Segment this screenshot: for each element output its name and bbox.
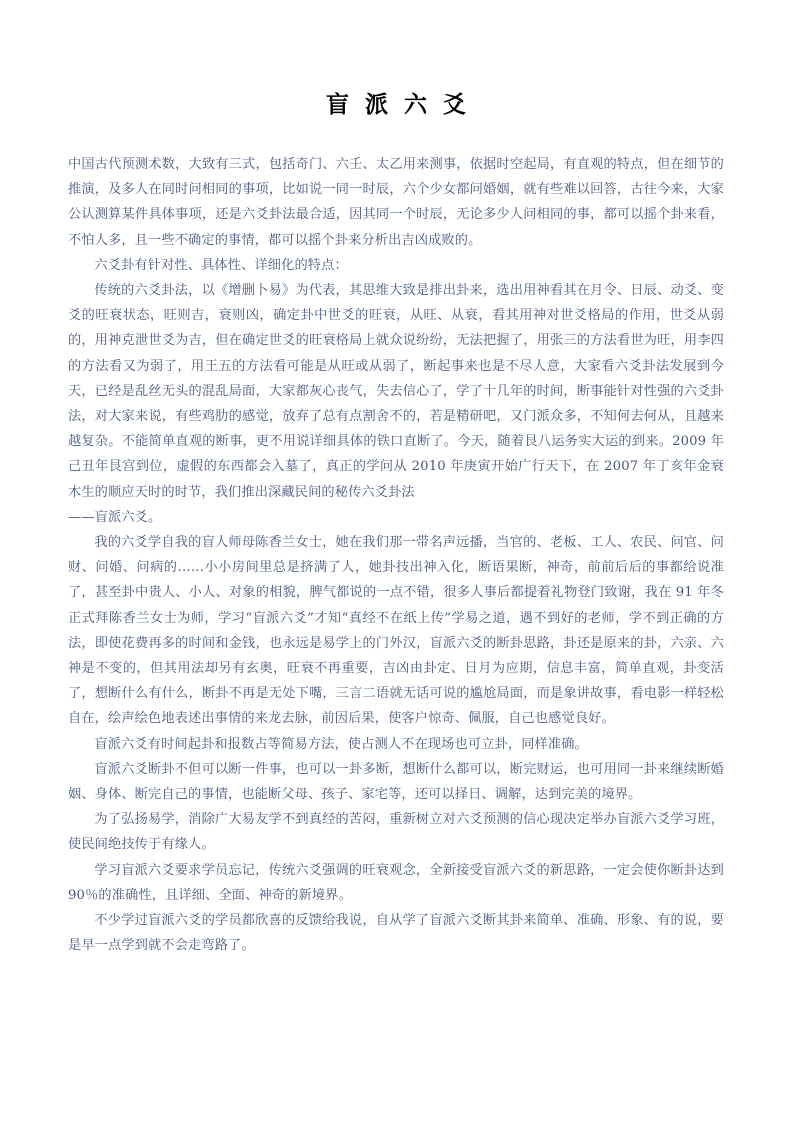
paragraph-1: 中国古代预测术数，大致有三式，包括奇门、六壬、太乙用来测事，依据时空起局，有直观的特点，但在细节的推演，及多人在同时问相同的事项，比如说一同一时辰，六个少女都问婚姻，就有些难以回答，古往今来，大家公认测算某件具体事项，还是六爻卦法最合适，因其同一个时辰，无论多少人问相同的事，都可以摇个卦来看，不怕人多，且一些不确定的事情，都可以摇个卦来分析出吉凶成败的。 [68,157,724,248]
paragraph-9: 学习盲派六爻要求学员忘记，传统六爻强调的旺衰观念，全新接受盲派六爻的新思路，一定会使你断卦达到 90％的准确性，且详细、全面、神奇的新境界。 [68,862,724,903]
paragraph-3: 传统的六爻卦法，以《增删卜易》为代表，其思维大致是排出卦来，选出用神看其在月令、日辰、动爻、变爻的旺衰状态，旺则吉，衰则凶，确定卦中世爻的旺衰，从旺、从衰，看其用神对世爻格局的作用，世爻从弱的，用神克泄世爻为吉，但在确定世爻的旺衰格局上就众说纷纷，无法把握了，用张三的方法看世为旺，用李四的方法看又为弱了，用王五的方法看可能是从旺或从弱了，断起事来也是不尽人意，大家看六爻卦法发展到今天，已经是乱丝无头的混乱局面，大家都灰心丧气，失去信心了，学了十几年的时间，断事能针对性强的六爻卦法，对大家来说，有些鸡肋的感觉，放弃了总有点割舍不的，若是精研吧，又门派众多，不知何去何从，且越来越复杂。不能简单直观的断事，更不用说详细具体的铁口直断了。今天，随着艮八运务实大运的到来。2009 年己丑年艮宫到位，虚假的东西都会入墓了，真正的学问从 2010 年庚寅开始广行天下，在 2007 年丁亥年金衰木生的顺应天时的时节，我们推出深藏民间的秘传六爻卦法 [68,283,724,500]
paragraph-5: 我的六爻学自我的盲人师母陈香兰女士，她在我们那一带名声远播，当官的、老板、工人、农民、问官、问财、问婚、问病的……小小房间里总是挤满了人，她卦技出神入化，断语果断，神奇，前前后后的事都给说准了，甚至卦中贵人、小人、对象的相貌，脾气都说的一点不错，很多人事后都提着礼物登门致谢，我在 91 年冬正式拜陈香兰女士为师，学习“盲派六爻”才知“真经不在纸上传”学易之道，遇不到好的老师，学不到正确的方法，即使花费再多的时间和金钱，也永远是易学上的门外汉，盲派六爻的断卦思路，卦还是原来的卦，六亲、六神是不变的，但其用法却另有玄奥，旺衰不再重要，吉凶由卦定、日月为应期，信息丰富，简单直观，卦变活了，想断什么有什么，断卦不再是无处下嘴，三言二语就无话可说的尴尬局面，而是象讲故事，看电影一样轻松自在，绘声绘色地表述出事情的来龙去脉，前因后果，使客户惊奇、佩服，自己也感觉良好。 [68,535,724,727]
page-title: 盲 派 六 爻 [325,91,467,118]
document-content [68,88,724,959]
paragraph-6: 盲派六爻有时间起卦和报数占等简易方法，使占测人不在现场也可立卦，同样准确。 [94,736,588,752]
paragraph-2: 六爻卦有针对性、具体性、详细化的特点： [94,257,348,273]
paragraph-4-emphasis: ——盲派六爻。 [68,509,162,525]
paragraph-8: 为了弘扬易学，消除广大易友学不到真经的苦闷，重新树立对六爻预测的信心现决定举办盲派六爻学习班，使民间绝技传于有缘人。 [68,812,724,853]
paragraph-7: 盲派六爻断卦不但可以断一件事，也可以一卦多断，想断什么都可以，断完财运，也可用同一卦来继续断婚姻、身体、断完自己的事情，也能断父母、孩子、家宅等，还可以择日、调解，达到完美的境界。 [68,761,724,803]
paragraph-10: 不少学过盲派六爻的学员都欣喜的反馈给我说，自从学了盲派六爻断其卦来简单、准确、形象、有的说，要是早一点学到就不会走弯路了。 [68,913,724,954]
